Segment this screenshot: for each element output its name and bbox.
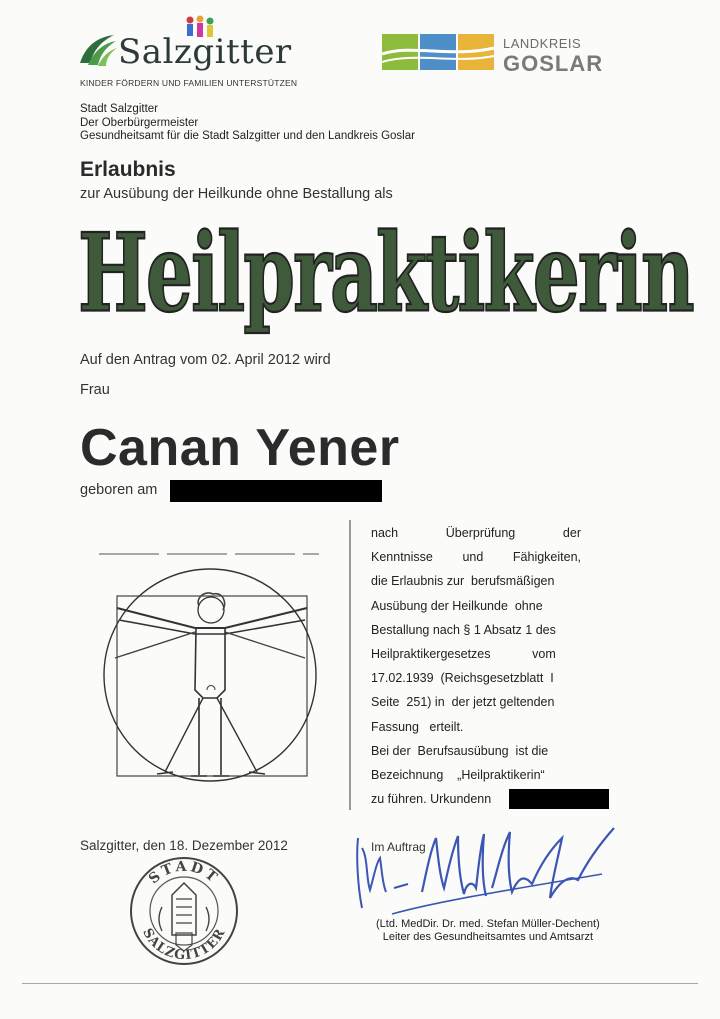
body-line: Kenntnisse und Fähigkeiten, — [371, 550, 581, 565]
column-divider — [349, 520, 351, 810]
born-label: geboren am — [80, 482, 158, 498]
authority-line: Stadt Salzgitter — [80, 103, 158, 115]
body-line: Bezeichnung „Heilpraktikerin“ — [371, 768, 545, 783]
place-and-date: Salzgitter, den 18. Dezember 2012 — [80, 838, 288, 853]
signer-title: Leiter des Gesundheitsamtes und Amtsarzt — [382, 931, 594, 943]
authority-line: Gesundheitsamt für die Stadt Salzgitter und den Landkreis Goslar — [80, 130, 415, 142]
body-line: nach Überprüfung der — [371, 526, 581, 540]
body-line: Heilpraktikergesetzes vom — [371, 647, 556, 662]
city-seal-stamp — [128, 855, 240, 967]
goslar-logo-line1: LANDKREIS — [503, 36, 582, 51]
salzgitter-logo-name: Salzgitter — [118, 32, 292, 72]
body-line: zu führen. Urkundenn — [371, 792, 492, 807]
profession-heading: Heilpraktikerin — [78, 212, 693, 337]
signer-name: (Ltd. MedDir. Dr. med. Stefan Müller-Dechent) — [376, 918, 600, 930]
salutation: Frau — [80, 382, 110, 398]
issuing-authority — [80, 103, 415, 144]
salzgitter-emblem-icon — [78, 33, 118, 67]
recipient-name: Canan Yener — [80, 419, 400, 477]
seal-top-text: STADT — [145, 858, 223, 888]
handwritten-signature — [352, 818, 632, 918]
authority-line: Der Oberbürgermeister — [80, 116, 199, 129]
body-line: 17.02.1939 (Reichsgesetzblatt I — [371, 671, 554, 686]
salzgitter-logo-tagline: KINDER FÖRDERN UND FAMILIEN UNTERSTÜTZEN — [80, 78, 298, 88]
signer-block — [376, 918, 600, 944]
body-line: Bestallung nach § 1 Absatz 1 des — [371, 622, 556, 637]
vitruvian-man-image — [95, 550, 325, 790]
body-line: die Erlaubnis zur berufsmäßigen — [371, 574, 555, 589]
page-bottom-rule — [22, 983, 698, 984]
body-line: Ausübung der Heilkunde ohne — [371, 598, 543, 613]
goslar-logo-line2: GOSLAR — [503, 51, 604, 76]
seal-bottom-text: SALZGITTER — [139, 925, 229, 964]
application-line: Auf den Antrag vom 02. April 2012 wird — [80, 352, 331, 368]
by-order-label: Im Auftrag — [371, 840, 426, 854]
document-subtitle: zur Ausübung der Heilkunde ohne Bestallung als — [80, 186, 393, 202]
redaction-bar — [170, 480, 382, 502]
permit-body-text — [371, 521, 581, 811]
body-line: Seite 251) in der jetzt geltenden — [371, 695, 555, 710]
body-line: Bei der Berufsausübung ist die — [371, 743, 549, 758]
goslar-logo-icon — [382, 34, 496, 72]
redaction-bar — [509, 789, 609, 809]
body-line: Fassung erteilt. — [371, 719, 464, 734]
document-title: Erlaubnis — [80, 158, 176, 181]
